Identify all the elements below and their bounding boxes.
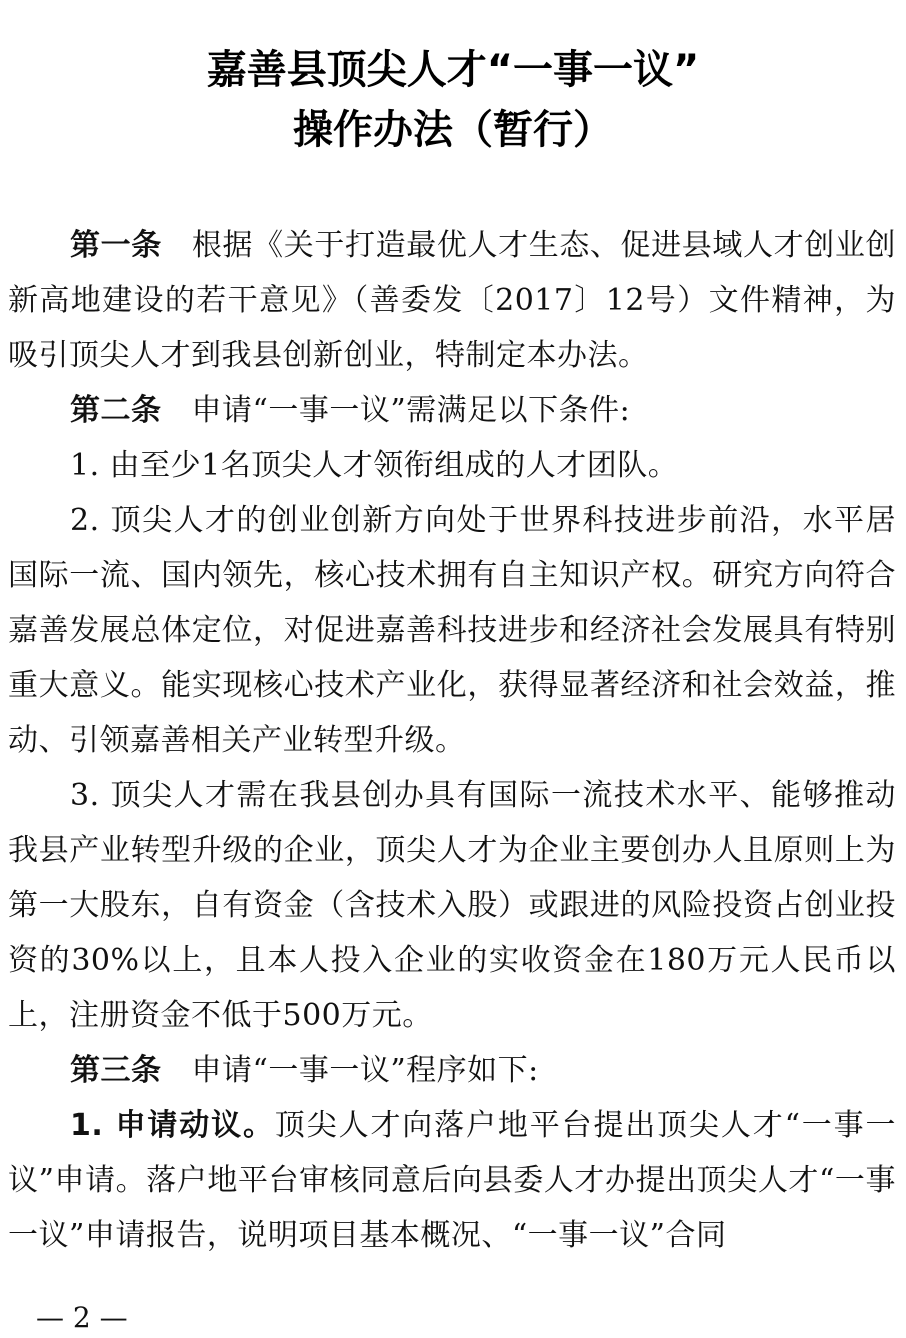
article-3 — [8, 1043, 896, 1098]
article-1-text: 根据《关于打造最优人才生态、促进县域人才创业创新高地建设的若干意见》（善委发〔2017〕12号）文件精神，为吸引顶尖人才到我县创新创业，特制定本办法。 — [8, 228, 897, 373]
article-3-item-1 — [8, 1098, 896, 1263]
article-2 — [8, 383, 896, 438]
document-title-line-1: 嘉善县顶尖人才“一事一议” — [206, 47, 700, 93]
article-1-label: 第一条 — [70, 228, 162, 263]
article-3-item-1-label: 1. 申请动议。 — [70, 1108, 275, 1143]
article-2-text: 申请“一事一议”需满足以下条件: — [191, 393, 631, 428]
article-2-item-2: 2. 顶尖人才的创业创新方向处于世界科技进步前沿，水平居国际一流、国内领先，核心技术拥有自主知识产权。研究方向符合嘉善发展总体定位，对促进嘉善科技进步和经济社会发展具有特别重大意义。能实现核心技术产业化，获得显著经济和社会效益，推动、引领嘉善相关产业转型升级。 — [8, 503, 896, 758]
article-1 — [8, 218, 896, 383]
article-2-label: 第二条 — [70, 393, 162, 428]
article-3-text: 申请“一事一议”程序如下: — [191, 1053, 539, 1088]
document-title-line-2: 操作办法（暂行） — [293, 107, 613, 153]
document-body — [8, 218, 896, 1263]
article-2-item-1: 1. 由至少1名顶尖人才领衔组成的人才团队。 — [70, 448, 679, 483]
article-3-item-1-text: 顶尖人才向落户地平台提出顶尖人才“一事一议”申请。落户地平台审核同意后向县委人才办提出顶尖人才“一事一议”申请报告，说明项目基本概况、“一事一议”合同 — [8, 1108, 897, 1253]
page-number: — 2 — — [36, 1301, 128, 1334]
article-3-label: 第三条 — [70, 1053, 162, 1088]
article-2-item-3: 3. 顶尖人才需在我县创办具有国际一流技术水平、能够推动我县产业转型升级的企业，顶尖人才为企业主要创办人且原则上为第一大股东，自有资金（含技术入股）或跟进的风险投资占创业投资的30%以上，且本人投入企业的实收资金在180万元人民币以上，注册资金不低于500万元。 — [8, 778, 896, 1033]
